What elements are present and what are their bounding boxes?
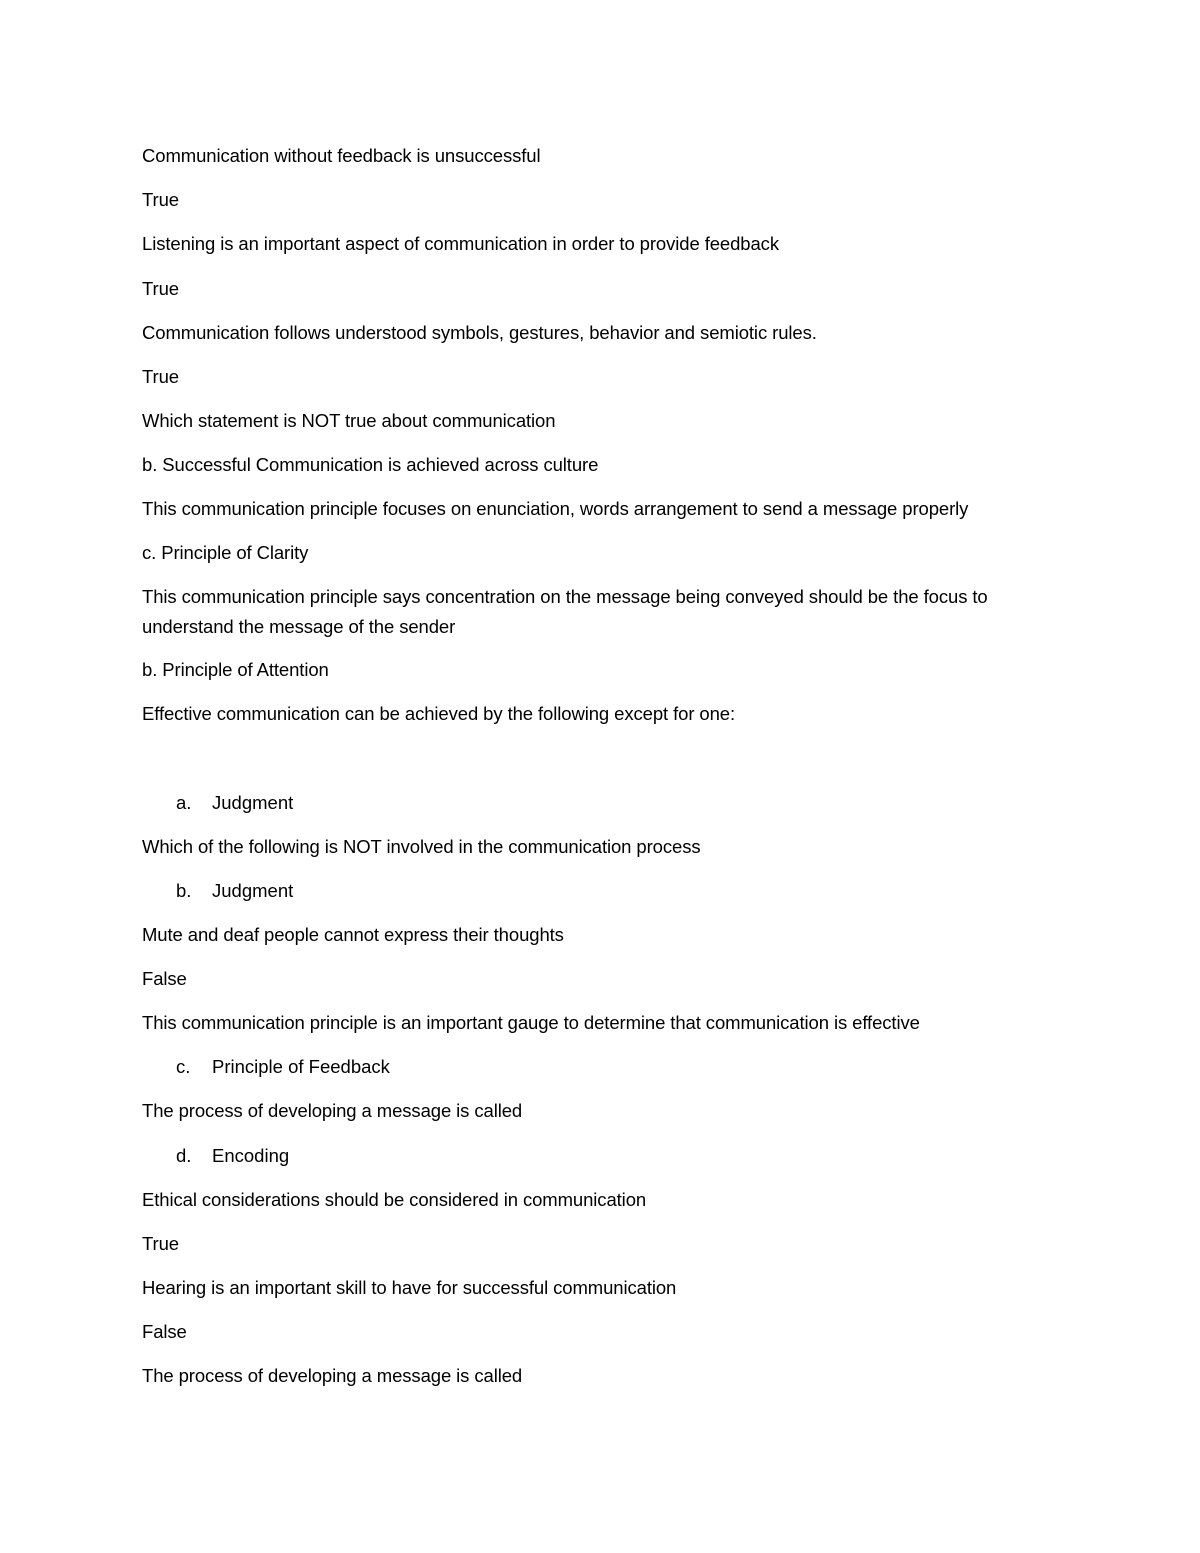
list-item [176,1052,390,1082]
question-text: The process of developing a message is called [142,1100,523,1121]
question-text: Hearing is an important skill to have for successful communication [142,1277,677,1298]
question-text: Communication without feedback is unsuccessful [142,145,541,166]
answer-text: False [142,968,187,989]
answer-text: b. Successful Communication is achieved across culture [142,454,599,475]
answer-text: True [142,366,179,387]
question-text: Mute and deaf people cannot express their thoughts [142,924,564,945]
list-item [176,1141,289,1171]
question-text: Which statement is NOT true about communication [142,410,556,431]
list-marker: a. [176,792,192,813]
answer-text: Judgment [212,792,294,813]
list-item [176,788,293,818]
answer-text: True [142,1233,179,1254]
answer-text: False [142,1321,187,1342]
question-text: This communication principle says concentration on the message being conveyed should be the focus to understand the message of the sender [142,586,988,637]
question-text: The process of developing a message is called [142,1365,523,1386]
list-marker: b. [176,880,192,901]
list-item [176,876,293,906]
answer-text: True [142,189,179,210]
question-text: Effective communication can be achieved by the following except for one: [142,703,736,724]
question-text: This communication principle focuses on enunciation, words arrangement to send a message properly [142,498,969,519]
answer-text: Encoding [212,1145,290,1166]
list-marker: c. [176,1056,191,1077]
answer-text: Judgment [212,880,294,901]
answer-text: True [142,278,179,299]
answer-text: b. Principle of Attention [142,659,329,680]
list-marker: d. [176,1145,192,1166]
question-text: Which of the following is NOT involved in the communication process [142,836,701,857]
question-text: Listening is an important aspect of communication in order to provide feedback [142,233,779,254]
question-text: Communication follows understood symbols, gestures, behavior and semiotic rules. [142,322,817,343]
question-text: Ethical considerations should be considered in communication [142,1189,647,1210]
question-text: This communication principle is an important gauge to determine that communication is effective [142,1012,920,1033]
answer-text: Principle of Feedback [212,1056,390,1077]
answer-text: c. Principle of Clarity [142,542,309,563]
